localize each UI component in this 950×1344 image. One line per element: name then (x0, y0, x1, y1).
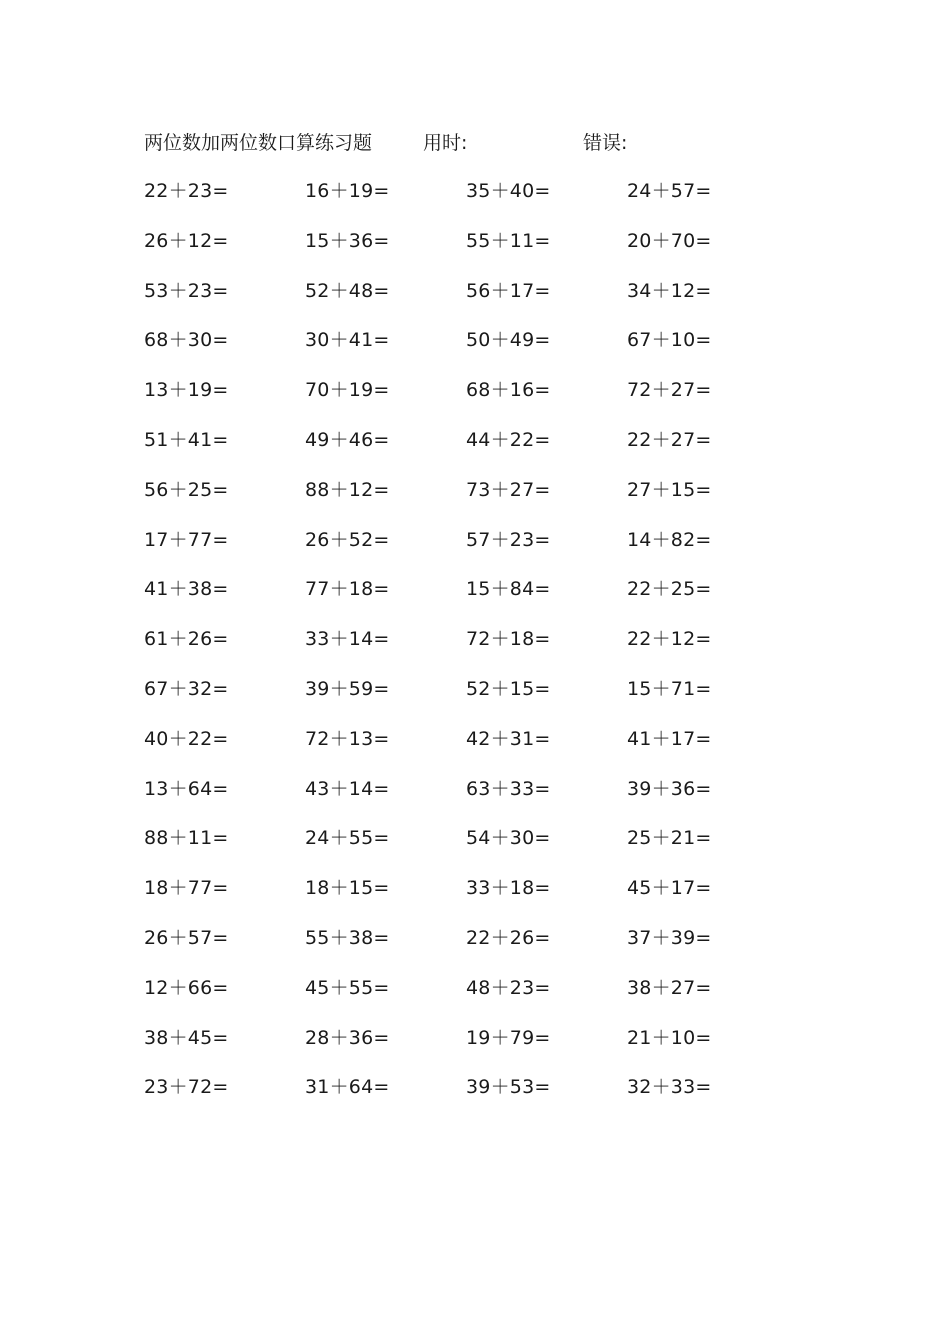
problem-item: 37＋39= (627, 926, 712, 949)
problem-row (144, 473, 794, 523)
problem-item: 22＋23= (144, 180, 229, 202)
problem-item: 34＋12= (627, 279, 712, 302)
problem-item: 39＋36= (627, 777, 712, 800)
problem-row (144, 174, 794, 224)
problem-item: 14＋82= (627, 528, 712, 551)
problem-item: 45＋55= (305, 976, 390, 999)
problem-item: 12＋66= (144, 976, 229, 999)
problem-item: 61＋26= (144, 628, 229, 651)
problem-item: 18＋77= (144, 877, 229, 900)
problem-item: 32＋33= (627, 1076, 712, 1099)
problem-item: 55＋38= (305, 926, 390, 949)
problem-item: 22＋12= (627, 628, 712, 651)
problem-item: 20＋70= (627, 229, 712, 252)
problem-row (144, 672, 794, 722)
problem-item: 52＋15= (466, 677, 551, 700)
problem-item: 19＋79= (466, 1026, 551, 1049)
problem-row (144, 274, 794, 324)
problem-item: 26＋12= (144, 229, 229, 252)
problem-item: 39＋59= (305, 677, 390, 700)
problem-item: 13＋19= (144, 379, 229, 402)
problem-item: 41＋38= (144, 578, 229, 601)
problem-item: 23＋72= (144, 1076, 229, 1099)
problem-row (144, 224, 794, 274)
problem-item: 18＋15= (305, 877, 390, 900)
problem-item: 73＋27= (466, 478, 551, 501)
problem-item: 27＋15= (627, 478, 712, 501)
problem-row (144, 871, 794, 921)
problem-item: 28＋36= (305, 1026, 390, 1049)
problem-item: 72＋18= (466, 628, 551, 651)
problem-item: 17＋77= (144, 528, 229, 551)
problem-item: 22＋25= (627, 578, 712, 601)
problem-item: 56＋25= (144, 478, 229, 501)
error-label: 错误: (583, 132, 628, 154)
problem-row (144, 523, 794, 573)
problem-item: 63＋33= (466, 777, 551, 800)
problem-item: 52＋48= (305, 279, 390, 302)
problem-item: 44＋22= (466, 428, 551, 451)
problem-grid (144, 174, 794, 1120)
problem-row (144, 1021, 794, 1071)
problem-item: 15＋71= (627, 677, 712, 700)
problem-item: 49＋46= (305, 428, 390, 451)
worksheet-title: 两位数加两位数口算练习题 (144, 132, 373, 154)
problem-row (144, 423, 794, 473)
problem-item: 68＋30= (144, 329, 229, 352)
problem-row (144, 373, 794, 423)
worksheet-header (144, 128, 784, 158)
problem-item: 42＋31= (466, 727, 551, 750)
problem-item: 68＋16= (466, 379, 551, 402)
problem-item: 21＋10= (627, 1026, 712, 1049)
problem-item: 15＋84= (466, 578, 551, 601)
problem-row (144, 921, 794, 971)
problem-item: 38＋45= (144, 1026, 229, 1049)
problem-item: 67＋32= (144, 677, 229, 700)
problem-item: 67＋10= (627, 329, 712, 352)
problem-item: 15＋36= (305, 229, 390, 252)
problem-item: 26＋57= (144, 926, 229, 949)
problem-row (144, 1070, 794, 1120)
problem-item: 33＋14= (305, 628, 390, 651)
problem-item: 88＋11= (144, 827, 229, 850)
problem-row (144, 323, 794, 373)
problem-item: 53＋23= (144, 279, 229, 302)
problem-row (144, 722, 794, 772)
problem-item: 72＋13= (305, 727, 390, 750)
problem-item: 55＋11= (466, 229, 551, 252)
problem-item: 48＋23= (466, 976, 551, 999)
problem-item: 51＋41= (144, 428, 229, 451)
problem-item: 16＋19= (305, 180, 390, 202)
problem-item: 41＋17= (627, 727, 712, 750)
problem-row (144, 971, 794, 1021)
time-label: 用时: (423, 132, 468, 154)
problem-row (144, 622, 794, 672)
problem-item: 13＋64= (144, 777, 229, 800)
problem-item: 35＋40= (466, 180, 551, 202)
problem-item: 50＋49= (466, 329, 551, 352)
problem-item: 45＋17= (627, 877, 712, 900)
problem-item: 43＋14= (305, 777, 390, 800)
problem-item: 88＋12= (305, 478, 390, 501)
problem-item: 54＋30= (466, 827, 551, 850)
problem-item: 57＋23= (466, 528, 551, 551)
problem-item: 39＋53= (466, 1076, 551, 1099)
problem-row (144, 572, 794, 622)
problem-item: 56＋17= (466, 279, 551, 302)
problem-item: 33＋18= (466, 877, 551, 900)
problem-item: 72＋27= (627, 379, 712, 402)
problem-row (144, 821, 794, 871)
problem-item: 30＋41= (305, 329, 390, 352)
problem-item: 22＋26= (466, 926, 551, 949)
problem-row (144, 772, 794, 822)
problem-item: 31＋64= (305, 1076, 390, 1099)
problem-item: 24＋55= (305, 827, 390, 850)
problem-item: 25＋21= (627, 827, 712, 850)
problem-item: 38＋27= (627, 976, 712, 999)
problem-item: 26＋52= (305, 528, 390, 551)
problem-item: 77＋18= (305, 578, 390, 601)
problem-item: 24＋57= (627, 180, 712, 202)
problem-item: 70＋19= (305, 379, 390, 402)
problem-item: 40＋22= (144, 727, 229, 750)
problem-item: 22＋27= (627, 428, 712, 451)
